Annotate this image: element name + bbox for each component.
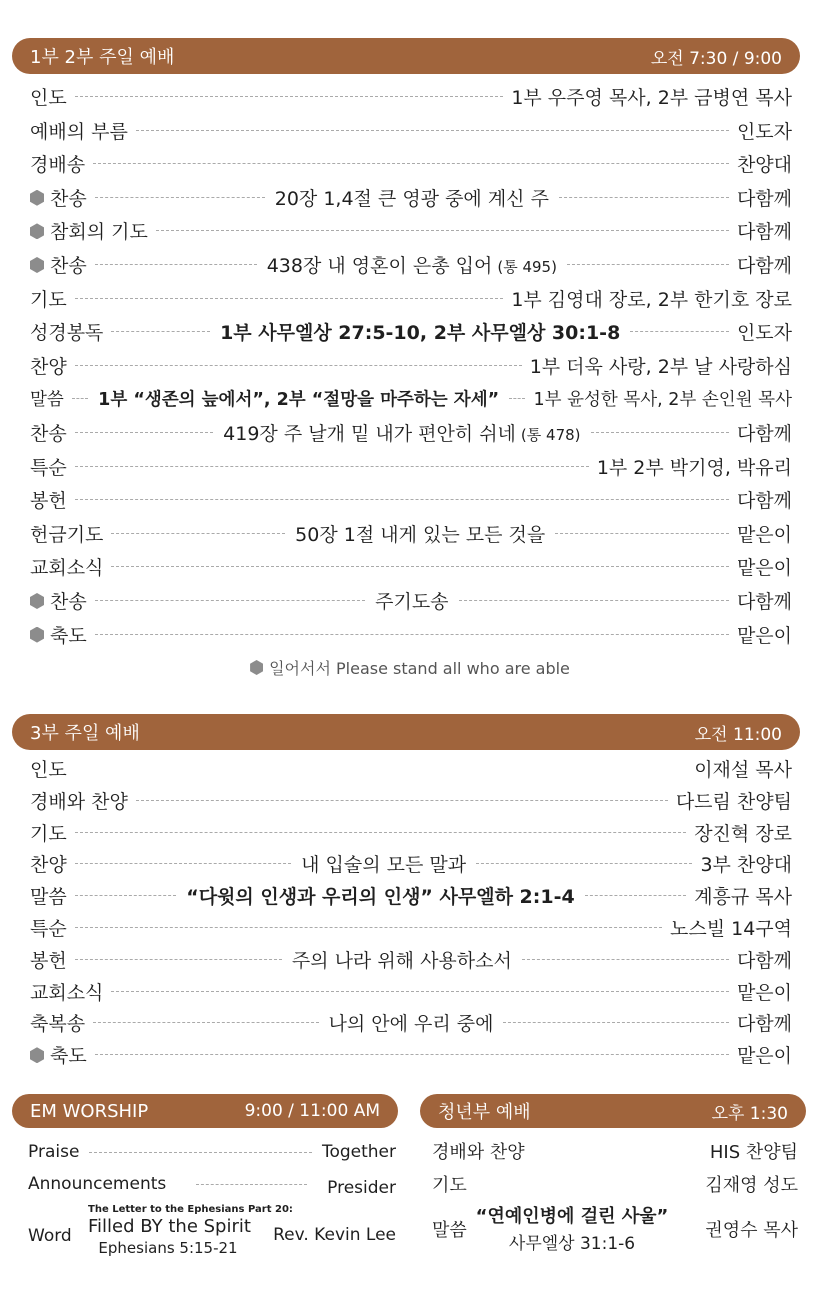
order-label-text: 찬송 <box>30 423 67 445</box>
order-value: 장진혁 장로 <box>694 822 792 845</box>
section2-title: 3부 주일 예배 <box>30 723 140 744</box>
order-row <box>30 584 792 617</box>
youth-r1-label: 경배와 찬양 <box>432 1142 525 1163</box>
order-row <box>30 816 792 849</box>
order-detail-text: 20장 1,4절 큰 영광 중에 계신 주 <box>274 187 549 210</box>
order-label <box>30 1009 85 1036</box>
dotted-leader <box>75 365 522 366</box>
order-label <box>30 352 67 379</box>
dotted-leader <box>75 499 729 500</box>
order-detail-text: 1부 사무엘상 27:5-10, 2부 사무엘상 30:1-8 <box>220 322 621 345</box>
em-banner <box>12 1094 398 1128</box>
order-value: 인도자 <box>736 120 792 143</box>
youth-r3-sermon <box>472 1202 672 1254</box>
order-label <box>30 419 67 446</box>
dotted-leader <box>111 991 729 992</box>
order-label <box>30 978 103 1005</box>
dotted-leader <box>75 832 686 833</box>
order-label-text: 말씀 <box>30 886 67 909</box>
order-label-text: 특순 <box>30 456 67 479</box>
em-praise-row <box>28 1138 396 1166</box>
order-row <box>30 114 792 147</box>
order-label <box>30 453 67 480</box>
order-label <box>30 251 87 278</box>
order-label-text: 말씀 <box>30 390 64 411</box>
order-value: 맡은이 <box>736 981 792 1004</box>
order-row <box>30 147 792 180</box>
dotted-leader <box>95 600 365 601</box>
order-value: 다함께 <box>736 1013 793 1036</box>
order-detail-text: 438장 내 영혼이 은총 입어 <box>266 255 493 277</box>
order-label <box>30 850 67 877</box>
order-row <box>30 752 792 785</box>
hexagon-bullet-icon <box>30 257 44 273</box>
order-label-text: 교회소식 <box>30 557 104 580</box>
em-praise-label: Praise <box>28 1142 80 1162</box>
section2-time: 오전 11:00 <box>694 724 782 745</box>
youth-r2-label: 기도 <box>432 1175 467 1196</box>
order-label-text: 찬송 <box>50 187 87 210</box>
order-row <box>30 1038 792 1071</box>
order-value: 맡은이 <box>736 557 792 580</box>
section1-title: 1부 2부 주일 예배 <box>30 47 175 68</box>
dotted-leader <box>75 432 213 433</box>
order-detail-text: 419장 주 날개 밑 내가 편안히 쉬네 <box>223 423 516 445</box>
order-label <box>30 386 64 411</box>
order-detail <box>221 419 582 446</box>
dotted-leader <box>196 1184 307 1185</box>
dotted-leader <box>591 432 729 433</box>
order-value: 1부 더욱 사랑, 2부 날 사랑하심 <box>529 355 792 378</box>
dotted-leader <box>559 197 729 198</box>
order-detail-text: 주기도송 <box>375 591 449 613</box>
order-label <box>30 318 103 345</box>
order-value: 맡은이 <box>736 523 792 546</box>
dotted-leader <box>89 1152 312 1153</box>
youth-r3-value: 권영수 목사 <box>705 1220 798 1241</box>
youth-r3-ref: 사무엘상 31:1-6 <box>508 1234 636 1254</box>
order-label-text: 성경봉독 <box>30 322 104 345</box>
dotted-leader <box>72 398 88 399</box>
section1-banner <box>12 38 800 74</box>
dotted-leader <box>95 634 729 635</box>
order-row <box>30 618 792 651</box>
youth-r3-title: “연예인병에 걸린 사울” <box>475 1206 669 1227</box>
order-value: 다함께 <box>736 490 792 513</box>
dotted-leader <box>136 130 729 131</box>
order-label <box>30 83 67 110</box>
dotted-leader <box>459 600 729 601</box>
order-value: 1부 2부 박기영, 박유리 <box>596 456 792 479</box>
order-label-text: 인도 <box>30 759 67 781</box>
order-value: 다함께 <box>736 221 792 244</box>
em-word-ref: Ephesians 5:15-21 <box>98 1239 238 1257</box>
dotted-leader <box>476 863 692 864</box>
order-detail-text: 1부 “생존의 늪에서”, 2부 “절망을 마주하는 자세” <box>98 390 500 411</box>
order-label-text: 경배송 <box>30 154 86 177</box>
dotted-leader <box>75 96 504 97</box>
order-label <box>30 520 103 547</box>
order-row <box>30 382 792 415</box>
em-title: EM WORSHIP <box>30 1100 149 1122</box>
order-detail <box>265 251 559 278</box>
order-row <box>30 416 792 449</box>
order-row <box>30 879 792 912</box>
youth-r2-value: 김재영 성도 <box>705 1175 798 1196</box>
dotted-leader <box>95 197 265 198</box>
youth-row1 <box>432 1137 798 1165</box>
order-label <box>30 217 148 244</box>
order-label <box>30 285 67 312</box>
youth-banner <box>420 1094 806 1128</box>
em-ann-value: Presider <box>327 1178 396 1198</box>
order-row <box>30 282 792 315</box>
order-row <box>30 214 792 247</box>
order-detail-text: 나의 안에 우리 중에 <box>328 1013 494 1036</box>
order-label-text: 축도 <box>50 624 87 647</box>
dotted-leader <box>503 1022 728 1023</box>
order-label-text: 특순 <box>30 918 67 940</box>
dotted-leader <box>567 264 729 265</box>
youth-row2 <box>432 1170 798 1198</box>
dotted-leader <box>111 566 729 567</box>
dotted-leader <box>93 1022 318 1023</box>
order-detail <box>218 318 622 345</box>
order-label-text: 봉헌 <box>30 949 67 972</box>
dotted-leader <box>75 959 282 960</box>
hexagon-bullet-icon <box>30 190 44 206</box>
hexagon-bullet-icon <box>30 593 44 609</box>
em-word-row <box>28 1204 396 1270</box>
order-value: 다함께 <box>736 187 793 210</box>
dotted-leader <box>75 927 662 928</box>
order-label <box>30 882 67 909</box>
youth-r3-label: 말씀 <box>432 1220 467 1241</box>
dotted-leader <box>95 1054 729 1055</box>
order-label <box>30 946 67 973</box>
dotted-leader <box>93 163 729 164</box>
order-label <box>30 184 87 211</box>
stand-note <box>0 656 820 679</box>
order-detail-text: “다윗의 인생과 우리의 인생” 사무엘하 2:1-4 <box>186 886 575 909</box>
order-label-text: 예배의 부름 <box>30 120 128 143</box>
order-label-text: 찬송 <box>50 255 87 277</box>
order-row <box>30 911 792 944</box>
hexagon-bullet-icon <box>30 1047 44 1063</box>
order-label-text: 기도 <box>30 822 67 845</box>
order-label <box>30 1041 87 1068</box>
order-label <box>30 553 103 580</box>
order-detail <box>273 184 551 211</box>
order-value: 인도자 <box>736 322 792 345</box>
hexagon-bullet-icon <box>30 627 44 643</box>
order-detail-text: 50장 1절 내게 있는 모든 것을 <box>295 523 546 546</box>
dotted-leader <box>75 298 504 299</box>
em-ann-label: Announcements <box>28 1174 167 1194</box>
order-label-text: 축복송 <box>30 1013 86 1036</box>
order-value: 다드림 찬양팀 <box>675 790 792 813</box>
section2-banner <box>12 714 800 750</box>
order-detail <box>293 520 547 547</box>
order-row <box>30 315 792 348</box>
order-label-text: 경배와 찬양 <box>30 790 128 813</box>
dotted-leader <box>111 331 210 332</box>
dotted-leader <box>136 800 668 801</box>
dotted-leader <box>585 895 686 896</box>
order-row <box>30 943 792 976</box>
section1-time: 오전 7:30 / 9:00 <box>650 48 782 69</box>
youth-r1-value: HIS 찬양팀 <box>709 1142 798 1163</box>
order-value: 3부 찬양대 <box>700 854 792 877</box>
order-label <box>30 621 87 648</box>
em-ann-row <box>28 1170 396 1198</box>
order-label-text: 헌금기도 <box>30 523 104 546</box>
order-row <box>30 450 792 483</box>
order-value: 노스빌 14구역 <box>670 918 792 940</box>
order-row <box>30 181 792 214</box>
order-value: 계흥규 목사 <box>694 886 793 909</box>
dotted-leader <box>509 398 525 399</box>
em-praise-value: Together <box>321 1142 396 1162</box>
order-value: 이재설 목사 <box>694 759 792 781</box>
em-word-title: Filled BY the Spirit <box>88 1216 251 1237</box>
em-word-sermon <box>88 1204 293 1257</box>
order-row <box>30 248 792 281</box>
youth-row3 <box>432 1202 798 1258</box>
order-label <box>30 787 128 814</box>
order-label-text: 찬양 <box>30 355 67 378</box>
order-label-text: 찬양 <box>30 854 67 877</box>
order-row <box>30 1006 792 1039</box>
order-label <box>30 819 67 846</box>
dotted-leader <box>555 533 729 534</box>
youth-title: 청년부 예배 <box>438 1102 531 1123</box>
em-word-value: Rev. Kevin Lee <box>273 1225 396 1245</box>
order-row <box>30 349 792 382</box>
order-value: 1부 우주영 목사, 2부 금병연 목사 <box>511 87 792 109</box>
order-row <box>30 975 792 1008</box>
order-detail-ref: (통 495) <box>497 258 557 276</box>
order-label-text: 기도 <box>30 288 67 311</box>
dotted-leader <box>75 466 589 467</box>
order-detail-ref: (통 478) <box>520 426 581 444</box>
em-time: 9:00 / 11:00 AM <box>244 1101 380 1121</box>
order-row <box>30 784 792 817</box>
dotted-leader <box>156 230 729 231</box>
order-label <box>30 486 67 513</box>
order-value: 다함께 <box>736 949 793 972</box>
order-value: 다함께 <box>736 591 793 613</box>
order-row <box>30 80 792 113</box>
order-label <box>30 587 87 614</box>
order-label <box>30 755 67 782</box>
dotted-leader <box>522 959 729 960</box>
order-label-text: 봉헌 <box>30 490 67 513</box>
order-detail <box>184 882 577 909</box>
order-label-text: 참회의 기도 <box>50 221 148 244</box>
dotted-leader <box>630 331 729 332</box>
dotted-leader <box>75 895 176 896</box>
em-word-series: The Letter to the Ephesians Part 20: <box>88 1204 293 1215</box>
order-detail <box>96 386 501 411</box>
order-label-text: 인도 <box>30 87 67 109</box>
order-value: 1부 윤성한 목사, 2부 손인원 목사 <box>533 390 792 411</box>
order-label-text: 축도 <box>50 1045 87 1068</box>
order-row <box>30 517 792 550</box>
order-detail <box>327 1009 496 1036</box>
dotted-leader <box>75 863 291 864</box>
order-row <box>30 483 792 516</box>
youth-time: 오후 1:30 <box>711 1103 788 1124</box>
order-value: 다함께 <box>736 423 793 445</box>
order-row <box>30 550 792 583</box>
order-detail-text: 내 입술의 모든 말과 <box>301 854 467 877</box>
order-label <box>30 914 67 941</box>
order-detail <box>299 850 468 877</box>
hexagon-bullet-icon <box>250 660 263 675</box>
stand-note-text: 일어서서 Please stand all who are able <box>269 659 570 678</box>
order-value: 찬양대 <box>736 154 792 177</box>
order-detail <box>290 946 514 973</box>
order-label <box>30 150 85 177</box>
order-detail <box>373 587 450 614</box>
dotted-leader <box>111 533 285 534</box>
order-value: 1부 김영대 장로, 2부 한기호 장로 <box>511 288 792 311</box>
dotted-leader <box>95 264 257 265</box>
order-label <box>30 117 128 144</box>
order-value: 맡은이 <box>736 1045 792 1068</box>
order-detail-text: 주의 나라 위해 사용하소서 <box>291 949 512 972</box>
order-value: 다함께 <box>736 255 792 277</box>
order-row <box>30 847 792 880</box>
order-label-text: 찬송 <box>50 591 87 613</box>
order-label-text: 교회소식 <box>30 981 104 1004</box>
order-value: 맡은이 <box>736 624 792 647</box>
hexagon-bullet-icon <box>30 223 44 239</box>
em-word-label: Word <box>28 1226 72 1246</box>
